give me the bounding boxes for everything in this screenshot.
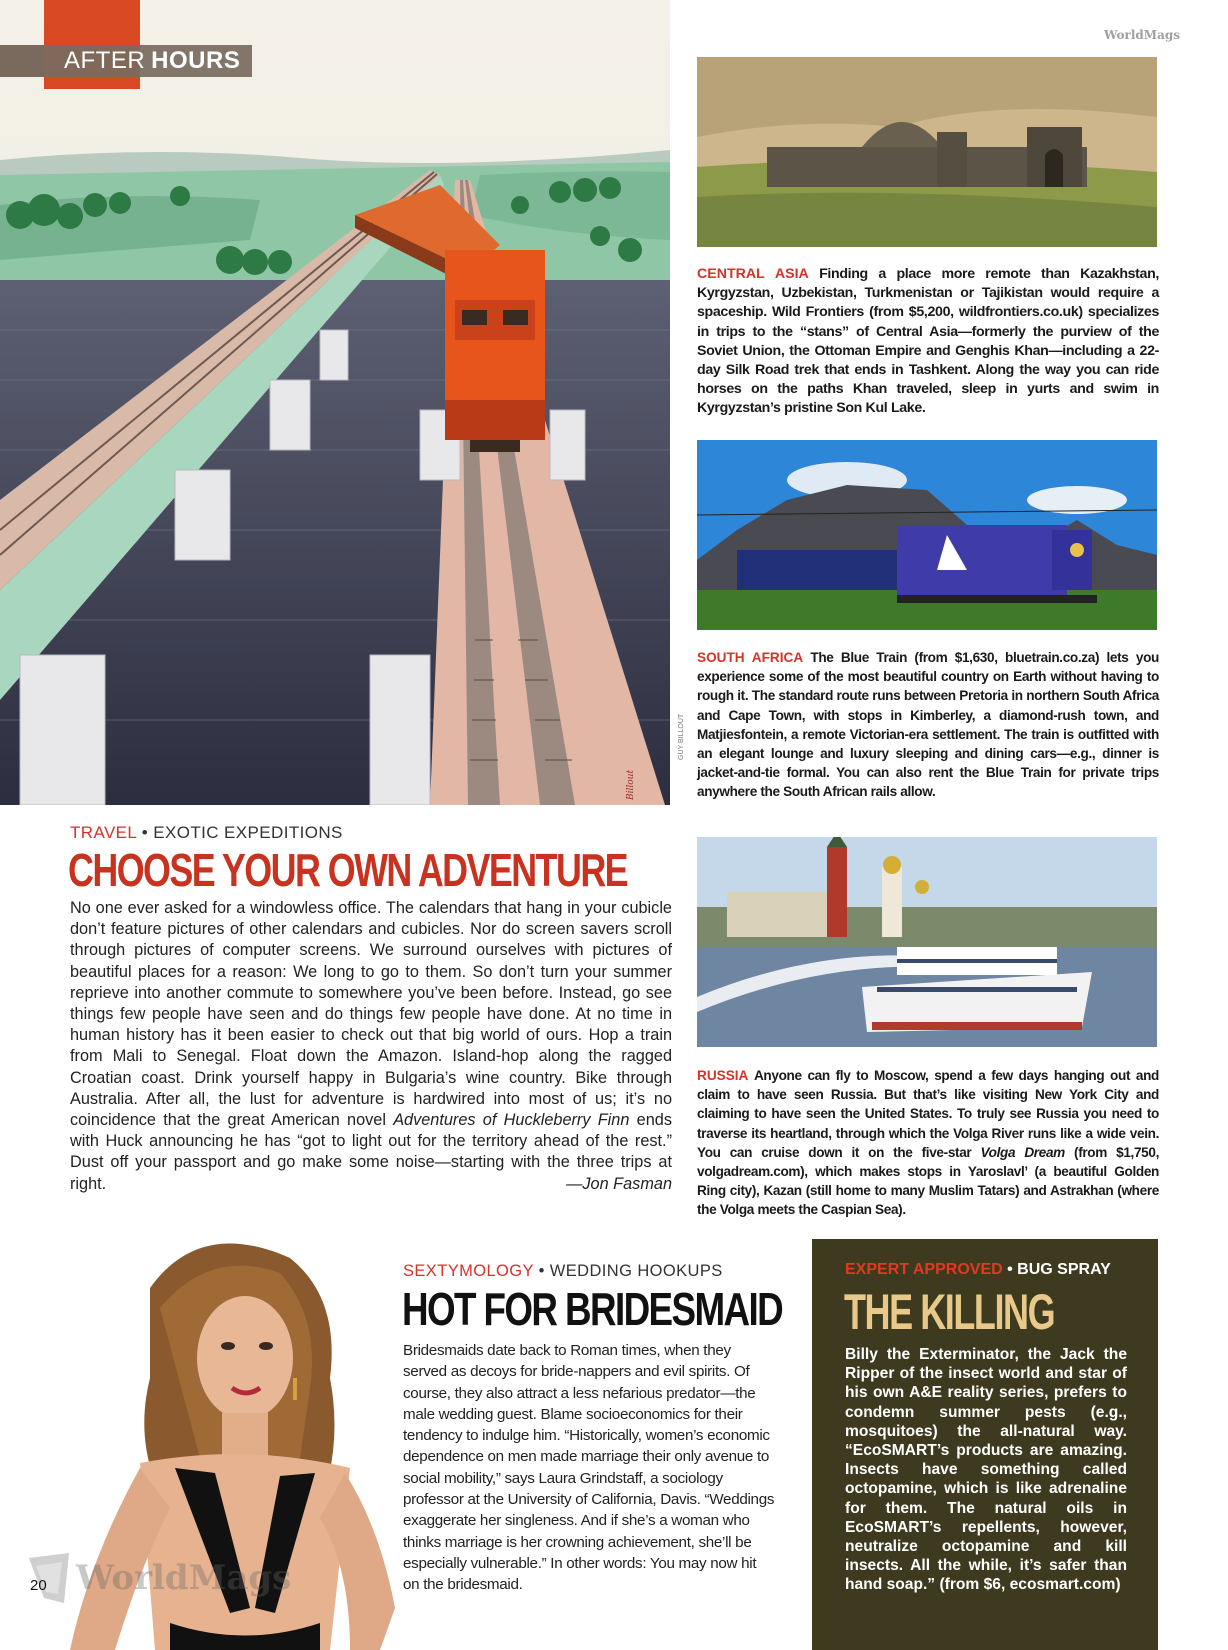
south-africa-text: The Blue Train (from $1,630, bluetrain.co.za) lets you experience some of the most beautiful country on Earth without having to rough it. The standard route runs between Pretoria in northern South Africa and Cape Town, with stops in Kimberley, a diamond-rush town, and Matjiesfontein, a remote Victorian-era settlement. The train is outfitted with an elegant lounge and luxury sleeping and dining cars—e.g., dinner is jacket-and-tie formal. You can also rent the Blue Train for private trips anywhere the South African rails allow. bbox=[697, 650, 1160, 800]
section-tag bbox=[0, 45, 252, 77]
sextymology-separator: • bbox=[533, 1262, 550, 1280]
section-name: HOURS bbox=[151, 47, 241, 74]
sextymology-category: SEXTYMOLOGY bbox=[403, 1262, 534, 1280]
blue-train-image bbox=[697, 440, 1157, 630]
travel-author: —Jon Fasman bbox=[566, 1174, 672, 1193]
sextymology-body: Bridesmaids date back to Roman times, when they served as decoys for bride-nappers and evil spirits. Of course, they also attract a less nefarious predator—the male wedding guest. Blame socioeconomics for their tendency to indulge him. “Historically, women’s economic dependence on men made marriage their only avenue to social mobility,” says Laura Grindstaff, a sociology professor at the University of California, Davis. “Weddings exaggerate her singleness. And if she’s a woman who thinks marriage is her crowning achievement, she’ll be especially vulnerable.” In other words: You may now hit on the bridesmaid. bbox=[403, 1342, 775, 1594]
travel-category: TRAVEL bbox=[70, 823, 137, 842]
page-number: 20 bbox=[30, 1577, 47, 1594]
russia-photo bbox=[697, 837, 1157, 1047]
travel-book-title: Adventures of Huckleberry Finn bbox=[393, 1111, 630, 1130]
expert-topic: BUG SPRAY bbox=[1017, 1261, 1111, 1278]
sextymology-headline: HOT FOR BRIDESMAID bbox=[402, 1283, 783, 1335]
illustration-credit: GUY BILLOUT bbox=[678, 713, 685, 760]
central-asia-text: Finding a place more remote than Kazakhstan, Kyrgyzstan, Uzbekistan, Turkmenistan or Tajikistan would require a spaceship. Wild Frontiers (from $5,200, wildfrontiers.co.uk) specializes in trips to the “stans” of Central Asia—formerly the purview of the Soviet Union, the Ottoman Empire and Genghis Khan—including a 22-day Silk Road trek that ends in Tashkent. Along the way you can ride horses on the paths Khan traveled, sleep in yurts and swim in Kyrgyzstan’s pristine Son Kul Lake. bbox=[697, 266, 1160, 417]
south-africa-photo bbox=[697, 440, 1157, 630]
russia-text-after: (from $1,750, volgadream.com), which makes stops in Yaroslavl’ (a beautiful Golden Ring city), Kazan (still home to many Muslim Tatars) and Astrakhan (where the Volga meets the Caspian Sea). bbox=[697, 1144, 1160, 1218]
caravanserai-image bbox=[697, 57, 1157, 247]
travel-topic: EXOTIC EXPEDITIONS bbox=[153, 823, 343, 842]
sextymology-kicker bbox=[403, 1262, 723, 1281]
russia-text-before: Anyone can fly to Moscow, spend a few days hanging out and claim to have seen Russia. But that’s like visiting New York City and claiming to have seen the United States. To truly see Russia you need to traverse its heartland, through which the Volga River runs like a wide vein. You can cruise down it on the five-star bbox=[697, 1068, 1159, 1160]
travel-kicker bbox=[70, 823, 343, 843]
south-africa-caption bbox=[697, 648, 1159, 802]
watermark-top: WorldMags bbox=[1104, 28, 1180, 42]
travel-separator: • bbox=[136, 823, 154, 842]
sextymology-topic: WEDDING HOOKUPS bbox=[549, 1262, 723, 1280]
south-africa-kicker: SOUTH AFRICA bbox=[697, 650, 803, 665]
expert-separator: • bbox=[1002, 1261, 1018, 1278]
travel-body-after: ends with Huck announcing he has “got to light out for the territory ahead of the rest.” Dust off your passport and go make some noise—starting with the three trips at right. bbox=[70, 1111, 672, 1193]
russia-caption bbox=[697, 1066, 1159, 1220]
section-label bbox=[42, 45, 252, 77]
russia-ship-name: Volga Dream bbox=[980, 1144, 1065, 1160]
central-asia-photo bbox=[697, 57, 1157, 247]
expert-body: Billy the Exterminator, the Jack the Ripper of the insect world and star of his own A&E reality series, prefers to condemn summer pests (e.g., mosquitoes) the all-natural way. “EcoSMART’s products are amazing. Insects have something called octopamine, which is like adrenaline for them. The natural oils in EcoSMART’s repellents, however, neutralize octopamine and kill insects. All the while, it’s safer than hand soap.” (from $6, ecosmart.com) bbox=[845, 1346, 1127, 1594]
central-asia-caption bbox=[697, 265, 1159, 419]
travel-body bbox=[70, 898, 672, 1195]
train-bridge-illustration bbox=[0, 0, 670, 805]
travel-headline: CHOOSE YOUR OWN ADVENTURE bbox=[68, 844, 628, 896]
watermark-bottom bbox=[24, 1548, 291, 1608]
watermark-bottom-text: WorldMags bbox=[76, 1558, 292, 1598]
expert-headline: THE KILLING bbox=[844, 1284, 1055, 1340]
section-prefix: AFTER bbox=[64, 47, 146, 74]
hero-illustration-train-bridge bbox=[0, 0, 670, 805]
russia-kicker: RUSSIA bbox=[697, 1068, 748, 1083]
volga-dream-image bbox=[697, 837, 1157, 1047]
section-tag-bar bbox=[0, 45, 44, 77]
expert-category: EXPERT APPROVED bbox=[845, 1261, 1003, 1278]
svg-text:Billout: Billout bbox=[626, 769, 636, 800]
central-asia-kicker: CENTRAL ASIA bbox=[697, 266, 809, 282]
travel-body-before: No one ever asked for a windowless office. The calendars that hang in your cubicle don’t feature pictures of other calendars and cubicles. Nor do screen savers scroll through pictures of computer screens. We surround ourselves with pictures of beautiful places for a reason: We long to go to them. So don’t turn your summer reprieve into another commute to somewhere you’ve been before. Instead, go see things few people have seen and do things few people have done. At no time in human history has it been easier to check out that big world of ours. Hop a train from Mali to Senegal. Float down the Amazon. Island-hop along the ragged Croatian coast. Drink yourself happy in Bulgaria’s wine country. Bike through Australia. After all, the lust for adventure is hardwired into most of us; it’s no coincidence that the great American novel bbox=[70, 899, 672, 1130]
expert-kicker bbox=[845, 1261, 1111, 1279]
